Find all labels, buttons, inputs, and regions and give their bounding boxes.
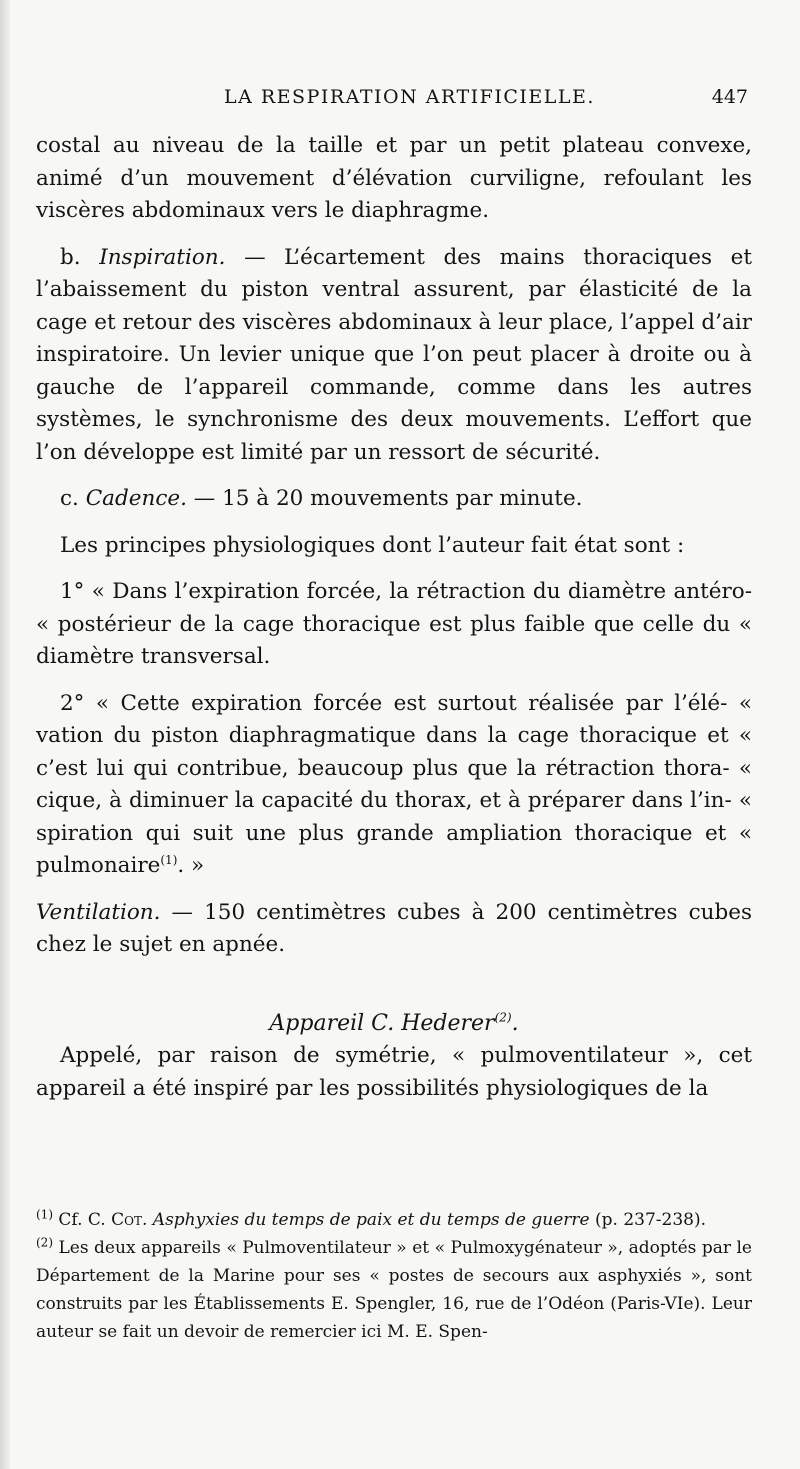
item-label-c: c. <box>60 486 79 511</box>
item-title-ventilation: Ventilation. <box>36 899 161 925</box>
section-heading-end: . <box>511 1010 519 1036</box>
footnote-1-mark: (1) <box>36 1207 53 1222</box>
paragraph-principles: Les principes physiologiques dont l’auteur fait état sont : <box>60 532 685 558</box>
paragraph-continuation: costal au niveau de la taille et par un petit plateau convexe, animé d’un mouvement d’élévation curviligne, refoulant les viscères abdominaux vers le diaphragme. <box>36 133 752 223</box>
item-label-b: b. <box>60 244 81 270</box>
footnote-1-end: (p. 237-238). <box>589 1210 707 1230</box>
footnote-1 <box>36 1206 752 1234</box>
footnote-2-mark: (2) <box>36 1235 53 1250</box>
paragraph-ventilation <box>36 897 752 962</box>
paragraph-appareil: Appelé, par raison de symétrie, « pulmoventilateur », cet appareil a été inspiré par les possibilités physiologiques de la <box>36 1043 752 1101</box>
section-heading <box>36 1008 752 1041</box>
footnote-1-title: . Asphyxies du temps de paix et du temps de guerre <box>141 1210 590 1230</box>
footnote-ref-1: (1) <box>160 852 178 867</box>
item-title-cadence: Cadence. <box>85 486 187 511</box>
page-number: 447 <box>711 86 748 108</box>
footnote-1-pre: Cf. C. <box>53 1210 112 1230</box>
section-heading-text: Appareil C. Hederer <box>269 1010 495 1036</box>
item-text-inspiration: — L’écartement des mains thoraciques et l’abaissement du piston ventral assurent, par élasticité de la cage et retour des viscères abdominaux à leur place, l’appel d’air inspiratoire. Un levier unique que l’on peut placer à droite ou à gauche de l’appareil commande, comme dans les autres systèmes, le synchronisme des deux mouvements. L’effort que l’on développe est limité par un ressort de sécurité. <box>36 244 752 465</box>
item-text-ventilation: — 150 centimètres cubes à 200 centimètres cubes chez le sujet en apnée. <box>36 899 752 957</box>
header-title: LA RESPIRATION ARTIFICIELLE. <box>224 86 595 108</box>
footnote-1-author: Cot <box>111 1210 142 1230</box>
footnote-ref-2: (2) <box>494 1010 512 1025</box>
paragraph-cadence <box>36 483 752 516</box>
paragraph-inspiration <box>36 242 752 470</box>
principle-2-end: . » <box>177 853 205 878</box>
item-title-inspiration: Inspiration. <box>99 244 226 270</box>
running-header <box>36 86 748 116</box>
footnote-2 <box>36 1234 752 1346</box>
main-text <box>36 130 752 1105</box>
footnote-2-text: Les deux appareils « Pulmoventilateur » et « Pulmoxygénateur », adoptés par le Département de la Marine pour ses « postes de secours aux asphyxiés », sont construits par les Établissements E. Spengler, 16, rue de l’Odéon (Paris-VIe). Leur auteur se fait un devoir de remercier ici M. E. Spen- <box>36 1238 752 1342</box>
principle-2 <box>36 688 752 883</box>
page-edge <box>0 0 10 1469</box>
item-text-cadence: — 15 à 20 mouvements par minute. <box>186 486 583 511</box>
principle-1: 1° « Dans l’expiration forcée, la rétraction du diamètre antéro- « postérieur de la cage thoracique est plus faible que celle du « diamètre transversal. <box>36 579 752 669</box>
principle-2-text: 2° « Cette expiration forcée est surtout réalisée par l’élé- « vation du piston diaphragmatique dans la cage thoracique et « c’est lui qui contribue, beaucoup plus que la rétraction thora- « cique, à diminuer la capacité du thorax, et à préparer dans l’in- « spiration qui suit une plus grande ampliation thoracique et « pulmonaire <box>36 690 752 878</box>
footnotes <box>36 1206 752 1346</box>
